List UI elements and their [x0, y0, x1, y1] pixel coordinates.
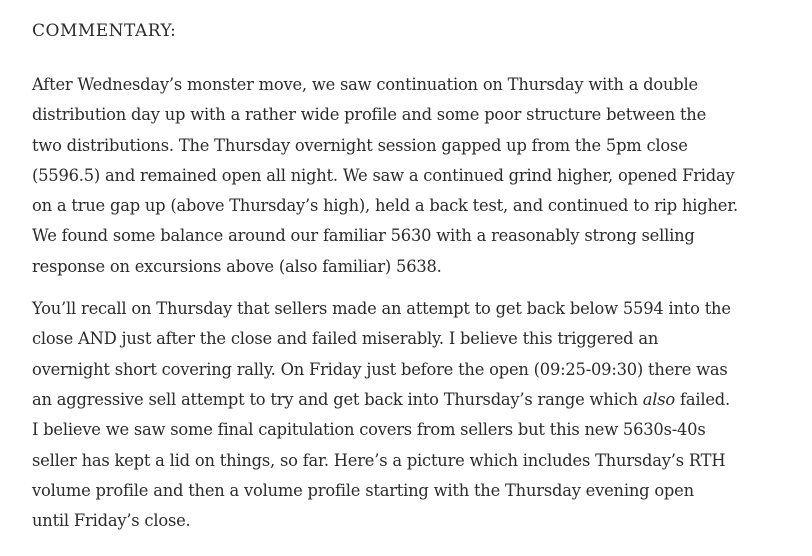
paragraph-2: [32, 294, 802, 536]
paragraph-1: [32, 70, 802, 282]
paragraph-line: (5596.5) and remained open all night. We saw a continued grind higher, opened Friday: [32, 165, 735, 185]
article-body: [32, 16, 802, 548]
paragraph-line: After Wednesday’s monster move, we saw continuation on Thursday with a double: [32, 75, 698, 94]
paragraph-line: until Friday’s close.: [32, 511, 191, 531]
paragraph-line: on a true gap up (above Thursday’s high), held a back test, and continued to rip higher.: [32, 196, 738, 216]
line-text-before: an aggressive sell attempt to try and get back into Thursday’s range which: [32, 389, 643, 409]
paragraph-line: You’ll recall on Thursday that sellers made an attempt to get back below 5594 into the: [32, 299, 731, 319]
section-heading: COMMENTARY:: [32, 21, 177, 41]
paragraph-line: distribution day up with a rather wide profile and some poor structure between the: [32, 105, 707, 125]
paragraph-line: close AND just after the close and failed miserably. I believe this triggered an: [32, 329, 659, 349]
paragraph-line: seller has kept a lid on things, so far. Here’s a picture which includes Thursday’s RTH: [32, 450, 726, 470]
paragraph-line: We found some balance around our familiar 5630 with a reasonably strong selling: [32, 226, 695, 246]
paragraph-line-emphasis: [32, 385, 802, 415]
paragraph-line: volume profile and then a volume profile starting with the Thursday evening open: [32, 480, 694, 500]
paragraph-line: I believe we saw some final capitulation covers from sellers but this new 5630s-40s: [32, 420, 706, 440]
paragraph-line: response on excursions above (also familiar) 5638.: [32, 256, 442, 276]
paragraph-line: two distributions. The Thursday overnight session gapped up from the 5pm close: [32, 135, 688, 155]
emphasized-word: also: [642, 389, 676, 409]
line-text-after: failed.: [675, 389, 731, 409]
paragraph-line: overnight short covering rally. On Friday just before the open (09:25-09:30) there was: [32, 359, 728, 379]
